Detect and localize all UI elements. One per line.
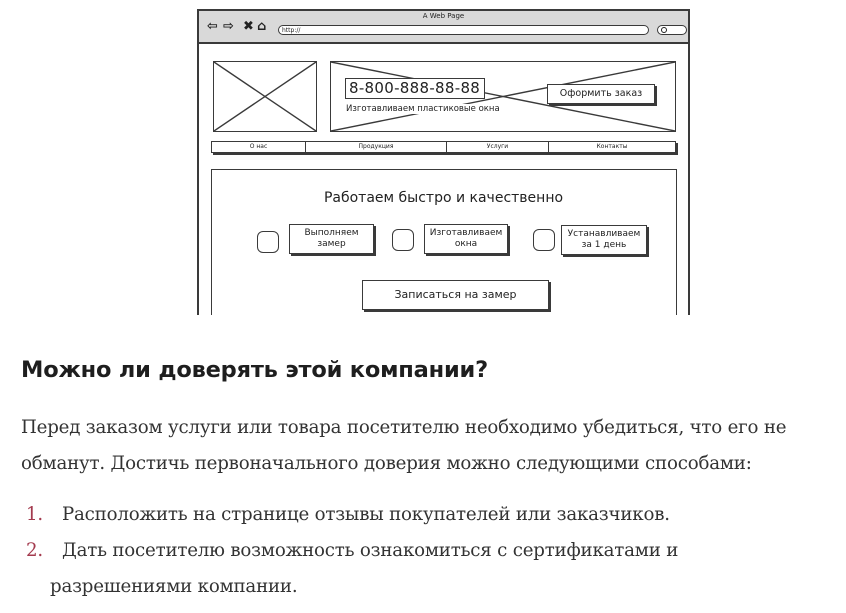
signup-button[interactable]: Записаться на замер <box>362 280 549 310</box>
menu-item-contacts[interactable]: Контакты <box>596 143 628 150</box>
browser-titlebar <box>199 11 688 44</box>
close-icon[interactable]: ✖ <box>243 19 254 34</box>
url-bar[interactable]: http:// <box>278 25 649 35</box>
forward-arrow-icon[interactable]: ⇨ <box>223 19 234 34</box>
website-wireframe <box>197 9 690 315</box>
article-paragraph: Перед заказом услуги или товара посетителю необходимо убедиться, что его не обманут. Достичь первоначального доверия можно следующими способами: <box>21 417 787 474</box>
list-item-text: Расположить на странице отзывы покупателей или заказчиков. <box>62 504 670 525</box>
phone-number: 8-800-888-88-88 <box>345 78 485 99</box>
list-item-text <box>21 533 841 605</box>
search-icon <box>661 27 667 33</box>
list-item <box>21 533 841 605</box>
menu-item-about[interactable]: О нас <box>212 142 306 152</box>
window-title: A Web Page <box>422 12 465 20</box>
logo-placeholder <box>213 61 317 132</box>
step-manufacture: Изготавливаем окна <box>424 224 508 254</box>
list-item <box>21 497 841 533</box>
list-number: 2. <box>26 540 43 561</box>
list-item-text-line1: Дать посетителю возможность ознакомиться с сертификатами и <box>62 540 679 561</box>
image-placeholder-cross <box>214 62 316 131</box>
menu-item-products[interactable]: Продукция <box>306 142 447 152</box>
home-icon[interactable]: ⌂ <box>257 19 267 34</box>
article-heading: Можно ли доверять этой компании? <box>21 357 488 383</box>
step-install: Устанавливаем за 1 день <box>561 225 647 255</box>
back-arrow-icon[interactable]: ⇦ <box>207 19 218 34</box>
step-checkbox[interactable] <box>392 229 414 251</box>
step-measure: Выполняем замер <box>289 224 374 254</box>
nav-menu <box>211 141 676 153</box>
tagline: Изготавливаем пластиковые окна <box>346 104 500 114</box>
trust-methods-list <box>21 497 841 605</box>
step-checkbox[interactable] <box>257 231 279 253</box>
search-field[interactable] <box>657 25 687 35</box>
list-number: 1. <box>26 504 43 525</box>
menu-item-services[interactable]: Услуги <box>447 142 549 152</box>
list-item-text-line2: разрешениями компании. <box>50 576 298 597</box>
step-checkbox[interactable] <box>533 229 555 251</box>
section-heading: Работаем быстро и качественно <box>323 190 564 206</box>
order-button[interactable]: Оформить заказ <box>547 84 655 104</box>
